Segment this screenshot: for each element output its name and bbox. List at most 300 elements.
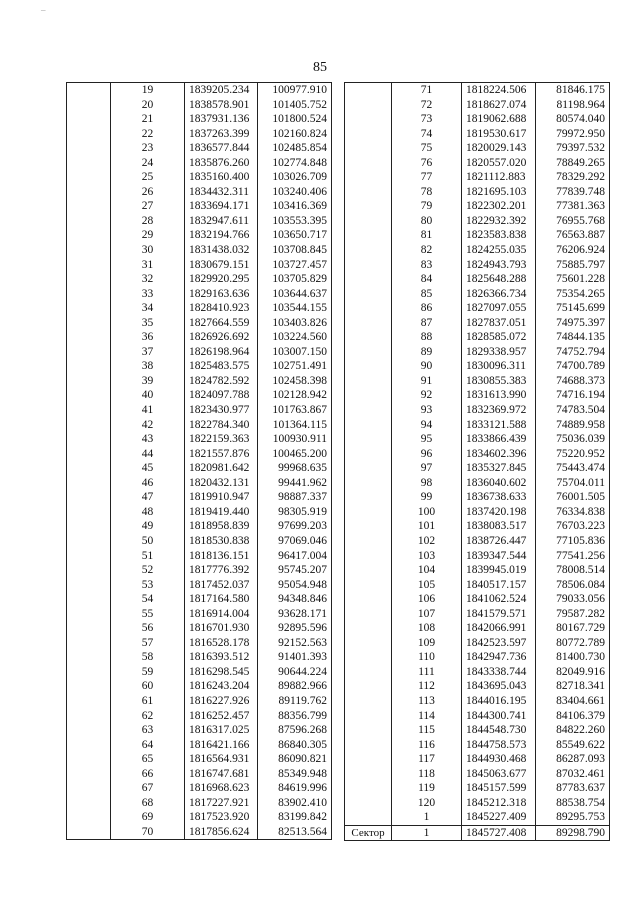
- y-coordinate-cell: 76703.223: [536, 519, 610, 534]
- page-number: 85: [313, 60, 327, 75]
- table-row: [67, 694, 332, 709]
- point-number-cell: 81: [392, 228, 462, 243]
- table-row: [67, 345, 332, 360]
- section-label-cell: [67, 272, 111, 287]
- point-number-cell: 120: [392, 796, 462, 811]
- x-coordinate-cell: 1839347.544: [462, 549, 536, 564]
- point-number-cell: 85: [392, 287, 462, 302]
- section-label-cell: [67, 199, 111, 214]
- x-coordinate-cell: 1819910.947: [185, 490, 258, 505]
- point-number-cell: 40: [111, 388, 185, 403]
- table-row: [67, 607, 332, 622]
- x-coordinate-cell: 1822302.201: [462, 199, 536, 214]
- y-coordinate-cell: 100930.911: [258, 432, 332, 447]
- section-label-cell: [345, 316, 392, 331]
- table-row: [345, 549, 610, 564]
- point-number-cell: 68: [111, 796, 185, 811]
- x-coordinate-cell: 1820981.642: [185, 461, 258, 476]
- y-coordinate-cell: 89298.790: [536, 825, 610, 841]
- x-coordinate-cell: 1845212.318: [462, 796, 536, 811]
- table-row: [345, 98, 610, 113]
- point-number-cell: 42: [111, 418, 185, 433]
- section-label-cell: [67, 214, 111, 229]
- point-number-cell: 106: [392, 592, 462, 607]
- section-label-cell: [345, 214, 392, 229]
- x-coordinate-cell: 1820432.131: [185, 476, 258, 491]
- x-coordinate-cell: 1817452.037: [185, 578, 258, 593]
- point-number-cell: 80: [392, 214, 462, 229]
- section-label-cell: [345, 243, 392, 258]
- section-label-cell: [345, 636, 392, 651]
- y-coordinate-cell: 101800.524: [258, 112, 332, 127]
- y-coordinate-cell: 97699.203: [258, 519, 332, 534]
- x-coordinate-cell: 1842947.736: [462, 650, 536, 665]
- section-label-cell: [345, 199, 392, 214]
- point-number-cell: 53: [111, 578, 185, 593]
- table-row: [67, 359, 332, 374]
- x-coordinate-cell: 1817856.624: [185, 825, 258, 840]
- x-coordinate-cell: 1839945.019: [462, 563, 536, 578]
- x-coordinate-cell: 1818136.151: [185, 549, 258, 564]
- section-label-cell: [345, 650, 392, 665]
- point-number-cell: 95: [392, 432, 462, 447]
- table-row: [67, 636, 332, 651]
- y-coordinate-cell: 81846.175: [536, 83, 610, 98]
- x-coordinate-cell: 1816252.457: [185, 709, 258, 724]
- table-row: [345, 534, 610, 549]
- x-coordinate-cell: 1817776.392: [185, 563, 258, 578]
- y-coordinate-cell: 96417.004: [258, 549, 332, 564]
- table-row: [345, 301, 610, 316]
- section-label-cell: [67, 316, 111, 331]
- y-coordinate-cell: 78849.265: [536, 156, 610, 171]
- y-coordinate-cell: 76334.838: [536, 505, 610, 520]
- y-coordinate-cell: 76955.768: [536, 214, 610, 229]
- table-row: [67, 258, 332, 273]
- x-coordinate-cell: 1844016.195: [462, 694, 536, 709]
- y-coordinate-cell: 87032.461: [536, 767, 610, 782]
- section-label-cell: [345, 810, 392, 825]
- scan-mark: –: [41, 5, 46, 15]
- x-coordinate-cell: 1835327.845: [462, 461, 536, 476]
- section-label-cell: [345, 170, 392, 185]
- section-label-cell: [345, 534, 392, 549]
- point-number-cell: 36: [111, 330, 185, 345]
- x-coordinate-cell: 1844548.730: [462, 723, 536, 738]
- table-row: [67, 403, 332, 418]
- section-label-cell: [345, 752, 392, 767]
- y-coordinate-cell: 75354.265: [536, 287, 610, 302]
- y-coordinate-cell: 76563.887: [536, 228, 610, 243]
- point-number-cell: 64: [111, 738, 185, 753]
- x-coordinate-cell: 1843338.744: [462, 665, 536, 680]
- point-number-cell: 111: [392, 665, 462, 680]
- x-coordinate-cell: 1830855.383: [462, 374, 536, 389]
- point-number-cell: 23: [111, 141, 185, 156]
- section-label-cell: [67, 621, 111, 636]
- point-number-cell: 86: [392, 301, 462, 316]
- y-coordinate-cell: 100465.200: [258, 447, 332, 462]
- section-label-cell: [345, 156, 392, 171]
- section-label-cell: [345, 607, 392, 622]
- x-coordinate-cell: 1838083.517: [462, 519, 536, 534]
- table-row: [67, 330, 332, 345]
- x-coordinate-cell: 1817227.921: [185, 796, 258, 811]
- y-coordinate-cell: 91401.393: [258, 650, 332, 665]
- section-label-cell: [345, 679, 392, 694]
- point-number-cell: 101: [392, 519, 462, 534]
- y-coordinate-cell: 77381.363: [536, 199, 610, 214]
- x-coordinate-cell: 1837931.136: [185, 112, 258, 127]
- y-coordinate-cell: 87596.268: [258, 723, 332, 738]
- y-coordinate-cell: 103403.826: [258, 316, 332, 331]
- section-label-cell: [67, 388, 111, 403]
- section-label-cell: [345, 141, 392, 156]
- y-coordinate-cell: 83404.661: [536, 694, 610, 709]
- table-row: [345, 476, 610, 491]
- x-coordinate-cell: 1826366.734: [462, 287, 536, 302]
- point-number-cell: 117: [392, 752, 462, 767]
- section-label-cell: [67, 185, 111, 200]
- x-coordinate-cell: 1830096.311: [462, 359, 536, 374]
- x-coordinate-cell: 1838726.447: [462, 534, 536, 549]
- x-coordinate-cell: 1821695.103: [462, 185, 536, 200]
- table-row: [345, 709, 610, 724]
- section-label-cell: [67, 738, 111, 753]
- y-coordinate-cell: 75145.699: [536, 301, 610, 316]
- table-row: [345, 185, 610, 200]
- table-row: [345, 592, 610, 607]
- table-row: [345, 723, 610, 738]
- point-number-cell: 90: [392, 359, 462, 374]
- point-number-cell: 22: [111, 127, 185, 142]
- point-number-cell: 67: [111, 781, 185, 796]
- y-coordinate-cell: 83902.410: [258, 796, 332, 811]
- x-coordinate-cell: 1841579.571: [462, 607, 536, 622]
- point-number-cell: 105: [392, 578, 462, 593]
- section-label-cell: [67, 374, 111, 389]
- y-coordinate-cell: 84106.379: [536, 709, 610, 724]
- point-number-cell: 108: [392, 621, 462, 636]
- table-row: [67, 767, 332, 782]
- table-row: [67, 650, 332, 665]
- y-coordinate-cell: 92895.596: [258, 621, 332, 636]
- table-row: [67, 723, 332, 738]
- table-row: [67, 476, 332, 491]
- point-number-cell: 24: [111, 156, 185, 171]
- x-coordinate-cell: 1824097.788: [185, 388, 258, 403]
- x-coordinate-cell: 1838578.901: [185, 98, 258, 113]
- table-row: [345, 665, 610, 680]
- x-coordinate-cell: 1820557.020: [462, 156, 536, 171]
- table-row: [67, 374, 332, 389]
- table-row: [67, 490, 332, 505]
- y-coordinate-cell: 88356.799: [258, 709, 332, 724]
- table-row: [67, 825, 332, 840]
- point-number-cell: 98: [392, 476, 462, 491]
- y-coordinate-cell: 80167.729: [536, 621, 610, 636]
- point-number-cell: 20: [111, 98, 185, 113]
- y-coordinate-cell: 88538.754: [536, 796, 610, 811]
- section-label-cell: [67, 141, 111, 156]
- y-coordinate-cell: 103705.829: [258, 272, 332, 287]
- section-label-cell: [345, 127, 392, 142]
- table-row: [67, 272, 332, 287]
- section-label-cell: [345, 388, 392, 403]
- x-coordinate-cell: 1834602.396: [462, 447, 536, 462]
- point-number-cell: 62: [111, 709, 185, 724]
- section-label-cell: [67, 825, 111, 840]
- section-label-cell: [67, 403, 111, 418]
- table-row: [345, 156, 610, 171]
- point-number-cell: 78: [392, 185, 462, 200]
- x-coordinate-cell: 1844758.573: [462, 738, 536, 753]
- table-row: [345, 83, 610, 98]
- table-row: [345, 272, 610, 287]
- table-row: [67, 549, 332, 564]
- point-number-cell: 83: [392, 258, 462, 273]
- section-label-cell: [345, 287, 392, 302]
- y-coordinate-cell: 89119.762: [258, 694, 332, 709]
- section-label-cell: [345, 359, 392, 374]
- table-row: [345, 636, 610, 651]
- table-row: [67, 432, 332, 447]
- table-row: [345, 505, 610, 520]
- table-row: [345, 650, 610, 665]
- x-coordinate-cell: 1819062.688: [462, 112, 536, 127]
- y-coordinate-cell: 74688.373: [536, 374, 610, 389]
- x-coordinate-cell: 1842066.991: [462, 621, 536, 636]
- table-row: [67, 796, 332, 811]
- point-number-cell: 35: [111, 316, 185, 331]
- y-coordinate-cell: 103224.560: [258, 330, 332, 345]
- section-label-cell: [67, 519, 111, 534]
- y-coordinate-cell: 79972.950: [536, 127, 610, 142]
- table-row: [345, 403, 610, 418]
- table-row: [67, 287, 332, 302]
- x-coordinate-cell: 1822159.363: [185, 432, 258, 447]
- point-number-cell: 55: [111, 607, 185, 622]
- point-number-cell: 92: [392, 388, 462, 403]
- section-label-cell: [67, 447, 111, 462]
- point-number-cell: 54: [111, 592, 185, 607]
- table-row: [345, 825, 610, 841]
- table-row: [345, 519, 610, 534]
- y-coordinate-cell: 74700.789: [536, 359, 610, 374]
- point-number-cell: 39: [111, 374, 185, 389]
- y-coordinate-cell: 103544.155: [258, 301, 332, 316]
- point-number-cell: 45: [111, 461, 185, 476]
- y-coordinate-cell: 74752.794: [536, 345, 610, 360]
- point-number-cell: 118: [392, 767, 462, 782]
- y-coordinate-cell: 100977.910: [258, 83, 332, 98]
- y-coordinate-cell: 74716.194: [536, 388, 610, 403]
- x-coordinate-cell: 1831613.990: [462, 388, 536, 403]
- x-coordinate-cell: 1835160.400: [185, 170, 258, 185]
- table-row: [67, 243, 332, 258]
- x-coordinate-cell: 1816243.204: [185, 679, 258, 694]
- y-coordinate-cell: 79033.056: [536, 592, 610, 607]
- section-label-cell: [345, 258, 392, 273]
- y-coordinate-cell: 78506.084: [536, 578, 610, 593]
- table-row: [345, 781, 610, 796]
- table-row: [67, 578, 332, 593]
- point-number-cell: 119: [392, 781, 462, 796]
- table-row: [67, 810, 332, 825]
- point-number-cell: 75: [392, 141, 462, 156]
- table-row: [345, 316, 610, 331]
- x-coordinate-cell: 1845157.599: [462, 781, 536, 796]
- x-coordinate-cell: 1822784.340: [185, 418, 258, 433]
- section-label-cell: [345, 490, 392, 505]
- x-coordinate-cell: 1819530.617: [462, 127, 536, 142]
- y-coordinate-cell: 98887.337: [258, 490, 332, 505]
- y-coordinate-cell: 97069.046: [258, 534, 332, 549]
- x-coordinate-cell: 1816564.931: [185, 752, 258, 767]
- x-coordinate-cell: 1817164.580: [185, 592, 258, 607]
- table-row: [345, 810, 610, 825]
- point-number-cell: 49: [111, 519, 185, 534]
- y-coordinate-cell: 74783.504: [536, 403, 610, 418]
- point-number-cell: 33: [111, 287, 185, 302]
- y-coordinate-cell: 78008.514: [536, 563, 610, 578]
- point-number-cell: 52: [111, 563, 185, 578]
- y-coordinate-cell: 101763.867: [258, 403, 332, 418]
- section-label-cell: [67, 476, 111, 491]
- section-label-cell: [345, 563, 392, 578]
- point-number-cell: 89: [392, 345, 462, 360]
- table-row: [67, 418, 332, 433]
- y-coordinate-cell: 80772.789: [536, 636, 610, 651]
- table-row: [67, 519, 332, 534]
- x-coordinate-cell: 1833121.588: [462, 418, 536, 433]
- y-coordinate-cell: 77839.748: [536, 185, 610, 200]
- point-number-cell: 69: [111, 810, 185, 825]
- point-number-cell: 113: [392, 694, 462, 709]
- section-label-cell: [67, 359, 111, 374]
- section-label-cell: [67, 694, 111, 709]
- y-coordinate-cell: 103240.406: [258, 185, 332, 200]
- y-coordinate-cell: 84619.996: [258, 781, 332, 796]
- table-row: [345, 388, 610, 403]
- table-row: [67, 505, 332, 520]
- y-coordinate-cell: 77541.256: [536, 549, 610, 564]
- point-number-cell: 29: [111, 228, 185, 243]
- table-row: [67, 447, 332, 462]
- x-coordinate-cell: 1816528.178: [185, 636, 258, 651]
- point-number-cell: 46: [111, 476, 185, 491]
- section-label-cell: [345, 112, 392, 127]
- x-coordinate-cell: 1842523.597: [462, 636, 536, 651]
- section-label-cell: [345, 621, 392, 636]
- y-coordinate-cell: 86840.305: [258, 738, 332, 753]
- section-label-cell: [67, 563, 111, 578]
- x-coordinate-cell: 1844300.741: [462, 709, 536, 724]
- section-label-cell: [345, 272, 392, 287]
- x-coordinate-cell: 1844930.468: [462, 752, 536, 767]
- section-label-cell: [345, 781, 392, 796]
- x-coordinate-cell: 1824255.035: [462, 243, 536, 258]
- point-number-cell: 1: [392, 825, 462, 841]
- point-number-cell: 59: [111, 665, 185, 680]
- point-number-cell: 57: [111, 636, 185, 651]
- point-number-cell: 84: [392, 272, 462, 287]
- x-coordinate-cell: 1828585.072: [462, 330, 536, 345]
- point-number-cell: 91: [392, 374, 462, 389]
- x-coordinate-cell: 1822932.392: [462, 214, 536, 229]
- point-number-cell: 93: [392, 403, 462, 418]
- point-number-cell: 97: [392, 461, 462, 476]
- y-coordinate-cell: 103650.717: [258, 228, 332, 243]
- section-label-cell: [345, 723, 392, 738]
- section-label-cell: [67, 461, 111, 476]
- table-row: [67, 738, 332, 753]
- point-number-cell: 56: [111, 621, 185, 636]
- section-label-cell: [67, 83, 111, 98]
- section-label-cell: [345, 301, 392, 316]
- point-number-cell: 99: [392, 490, 462, 505]
- table-row: [67, 781, 332, 796]
- point-number-cell: 72: [392, 98, 462, 113]
- y-coordinate-cell: 103007.150: [258, 345, 332, 360]
- point-number-cell: 61: [111, 694, 185, 709]
- point-number-cell: 66: [111, 767, 185, 782]
- table-row: [67, 228, 332, 243]
- x-coordinate-cell: 1816701.930: [185, 621, 258, 636]
- y-coordinate-cell: 95745.207: [258, 563, 332, 578]
- point-number-cell: 43: [111, 432, 185, 447]
- y-coordinate-cell: 78329.292: [536, 170, 610, 185]
- section-label-cell: [345, 374, 392, 389]
- x-coordinate-cell: 1827664.559: [185, 316, 258, 331]
- point-number-cell: 104: [392, 563, 462, 578]
- y-coordinate-cell: 102160.824: [258, 127, 332, 142]
- x-coordinate-cell: 1816747.681: [185, 767, 258, 782]
- table-row: [345, 330, 610, 345]
- y-coordinate-cell: 79397.532: [536, 141, 610, 156]
- section-label-cell: [345, 796, 392, 811]
- table-row: [345, 127, 610, 142]
- y-coordinate-cell: 95054.948: [258, 578, 332, 593]
- y-coordinate-cell: 85549.622: [536, 738, 610, 753]
- point-number-cell: 116: [392, 738, 462, 753]
- table-row: [67, 461, 332, 476]
- coordinates-table-left: [66, 82, 332, 840]
- section-label-cell: [67, 170, 111, 185]
- point-number-cell: 102: [392, 534, 462, 549]
- y-coordinate-cell: 86287.093: [536, 752, 610, 767]
- section-label-cell: [67, 301, 111, 316]
- y-coordinate-cell: 80574.040: [536, 112, 610, 127]
- point-number-cell: 115: [392, 723, 462, 738]
- x-coordinate-cell: 1840517.157: [462, 578, 536, 593]
- point-number-cell: 63: [111, 723, 185, 738]
- section-label-cell: [67, 534, 111, 549]
- y-coordinate-cell: 81400.730: [536, 650, 610, 665]
- section-label-cell: [67, 243, 111, 258]
- y-coordinate-cell: 99441.962: [258, 476, 332, 491]
- section-label-cell: [67, 665, 111, 680]
- point-number-cell: 26: [111, 185, 185, 200]
- section-label-cell: [345, 476, 392, 491]
- y-coordinate-cell: 84822.260: [536, 723, 610, 738]
- section-label-cell: [67, 781, 111, 796]
- y-coordinate-cell: 79587.282: [536, 607, 610, 622]
- table-row: [67, 199, 332, 214]
- point-number-cell: 107: [392, 607, 462, 622]
- table-row: [345, 738, 610, 753]
- section-label-cell: [67, 112, 111, 127]
